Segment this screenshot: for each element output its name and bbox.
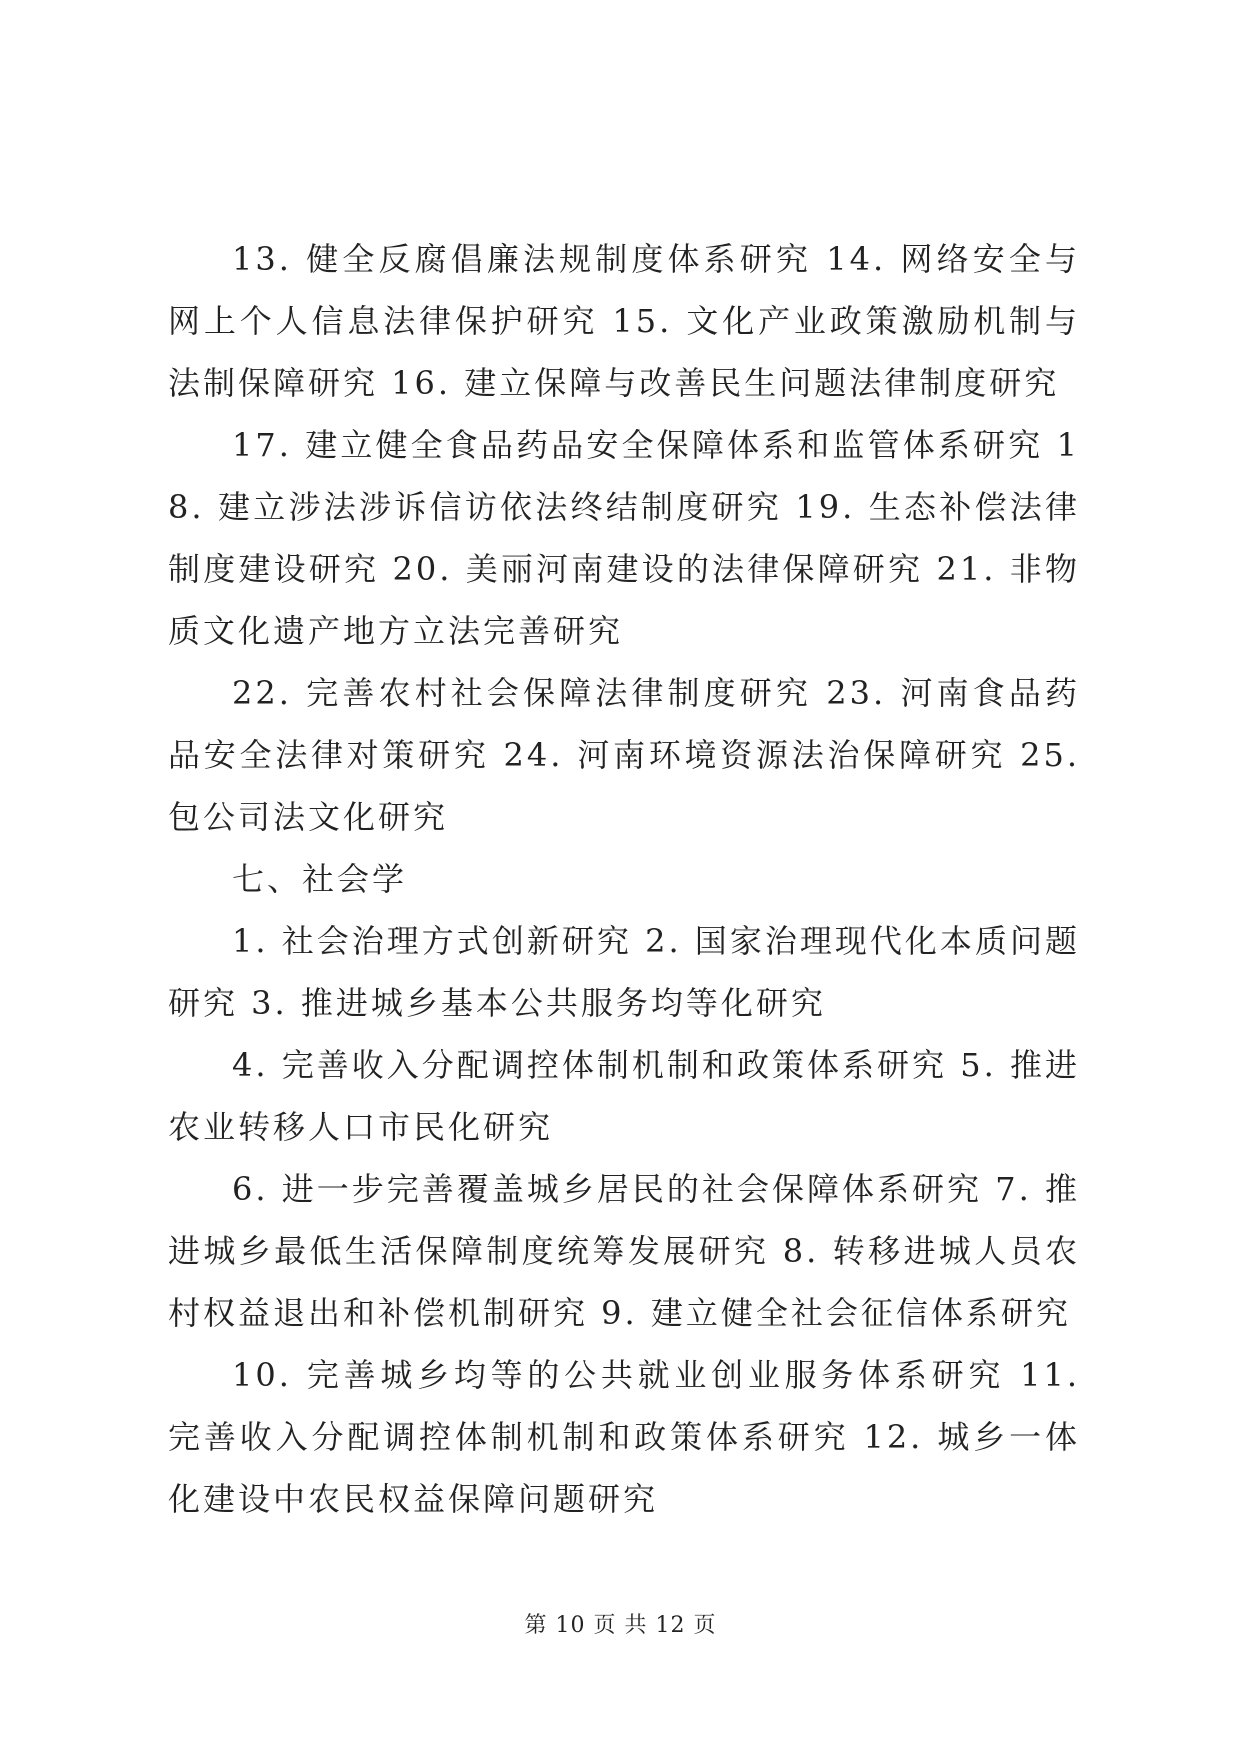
paragraph-sociology-topics-10-12: 10. 完善城乡均等的公共就业创业服务体系研究 11. 完善收入分配调控体制机制和政策体系研究 12. 城乡一体化建设中农民权益保障问题研究 xyxy=(168,1356,1080,1518)
section-heading-sociology: 七、社会学 xyxy=(232,860,408,898)
paragraph-sociology-topics-6-9: 6. 进一步完善覆盖城乡居民的社会保障体系研究 7. 推进城乡最低生活保障制度统筹发展研究 8. 转移进城人员农村权益退出和补偿机制研究 9. 建立健全社会征信体系研究 xyxy=(168,1170,1080,1332)
paragraph-sociology-topics-4-5: 4. 完善收入分配调控体制机制和政策体系研究 5. 推进农业转移人口市民化研究 xyxy=(168,1046,1080,1146)
paragraph-law-topics-22-25: 22. 完善农村社会保障法律制度研究 23. 河南食品药品安全法律对策研究 24. 河南环境资源法治保障研究 25. 包公司法文化研究 xyxy=(168,674,1080,836)
page-number-footer: 第 10 页 共 12 页 xyxy=(524,1613,717,1638)
paragraph-sociology-topics-1-3: 1. 社会治理方式创新研究 2. 国家治理现代化本质问题研究 3. 推进城乡基本公共服务均等化研究 xyxy=(168,922,1080,1022)
paragraph-law-topics-17-21: 17. 建立健全食品药品安全保障体系和监管体系研究 18. 建立涉法涉诉信访依法终结制度研究 19. 生态补偿法律制度建设研究 20. 美丽河南建设的法律保障研究 21. 非物质文化遗产地方立法完善研究 xyxy=(168,426,1080,650)
document-body xyxy=(168,228,1080,1530)
paragraph-law-topics-13-16: 13. 健全反腐倡廉法规制度体系研究 14. 网络安全与网上个人信息法律保护研究 15. 文化产业政策激励机制与法制保障研究 16. 建立保障与改善民生问题法律制度研究 xyxy=(168,240,1080,402)
